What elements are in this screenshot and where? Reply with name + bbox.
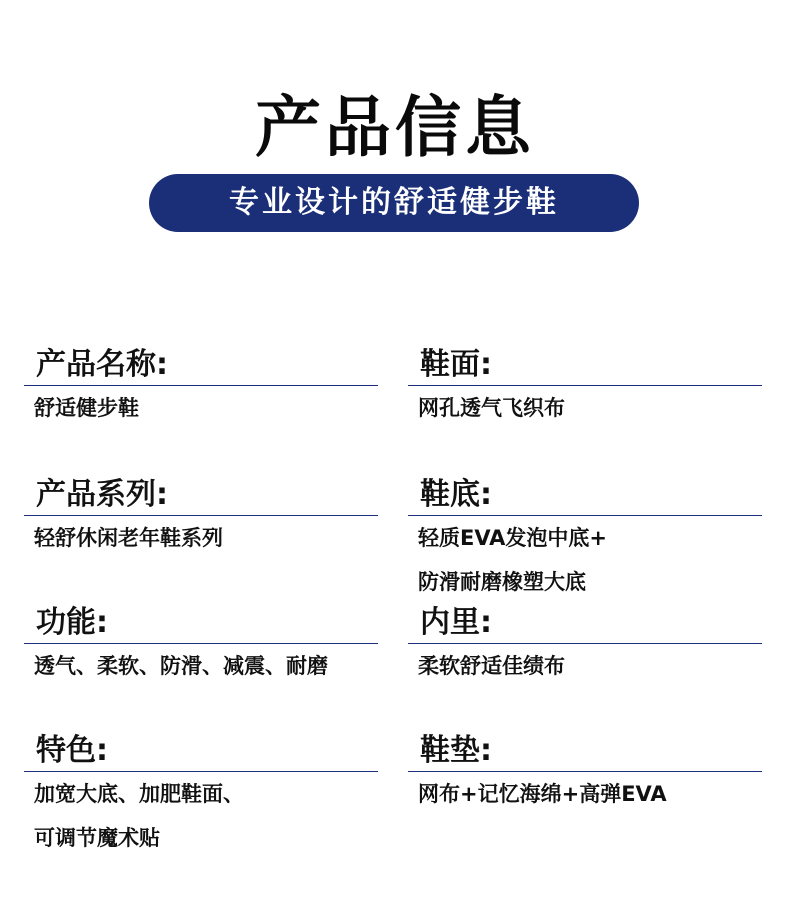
features-label: 特色: — [36, 733, 108, 768]
product-name-value: 舒适健步鞋 — [34, 396, 139, 420]
upper-value: 网孔透气飞织布 — [418, 396, 565, 420]
insole-label: 鞋垫: — [420, 733, 492, 768]
features-value-line1: 加宽大底、加肥鞋面、 — [34, 782, 244, 806]
field-function — [24, 603, 378, 688]
field-product-name — [24, 345, 378, 430]
series-label: 产品系列: — [36, 477, 168, 512]
field-lining — [408, 603, 762, 688]
features-value-line2: 可调节魔术贴 — [34, 826, 160, 850]
lining-value: 柔软舒适佳绩布 — [418, 654, 565, 678]
insole-value: 网布+记忆海绵+高弹EVA — [418, 782, 667, 806]
series-value: 轻舒休闲老年鞋系列 — [34, 526, 223, 550]
field-features — [24, 731, 378, 860]
sole-value-line1: 轻质EVA发泡中底+ — [418, 526, 608, 550]
field-series — [24, 475, 378, 560]
page-title: 产品信息 — [255, 89, 535, 166]
sole-label: 鞋底: — [420, 477, 492, 512]
field-insole — [408, 731, 762, 816]
field-upper — [408, 345, 762, 430]
sole-value-line2: 防滑耐磨橡塑大底 — [418, 570, 586, 594]
product-name-label: 产品名称: — [36, 347, 168, 382]
function-label: 功能: — [36, 605, 108, 640]
function-value: 透气、柔软、防滑、减震、耐磨 — [34, 654, 328, 678]
upper-label: 鞋面: — [420, 347, 492, 382]
subtitle-banner: 专业设计的舒适健步鞋 — [149, 174, 639, 232]
field-sole — [408, 475, 762, 604]
lining-label: 内里: — [420, 605, 492, 640]
